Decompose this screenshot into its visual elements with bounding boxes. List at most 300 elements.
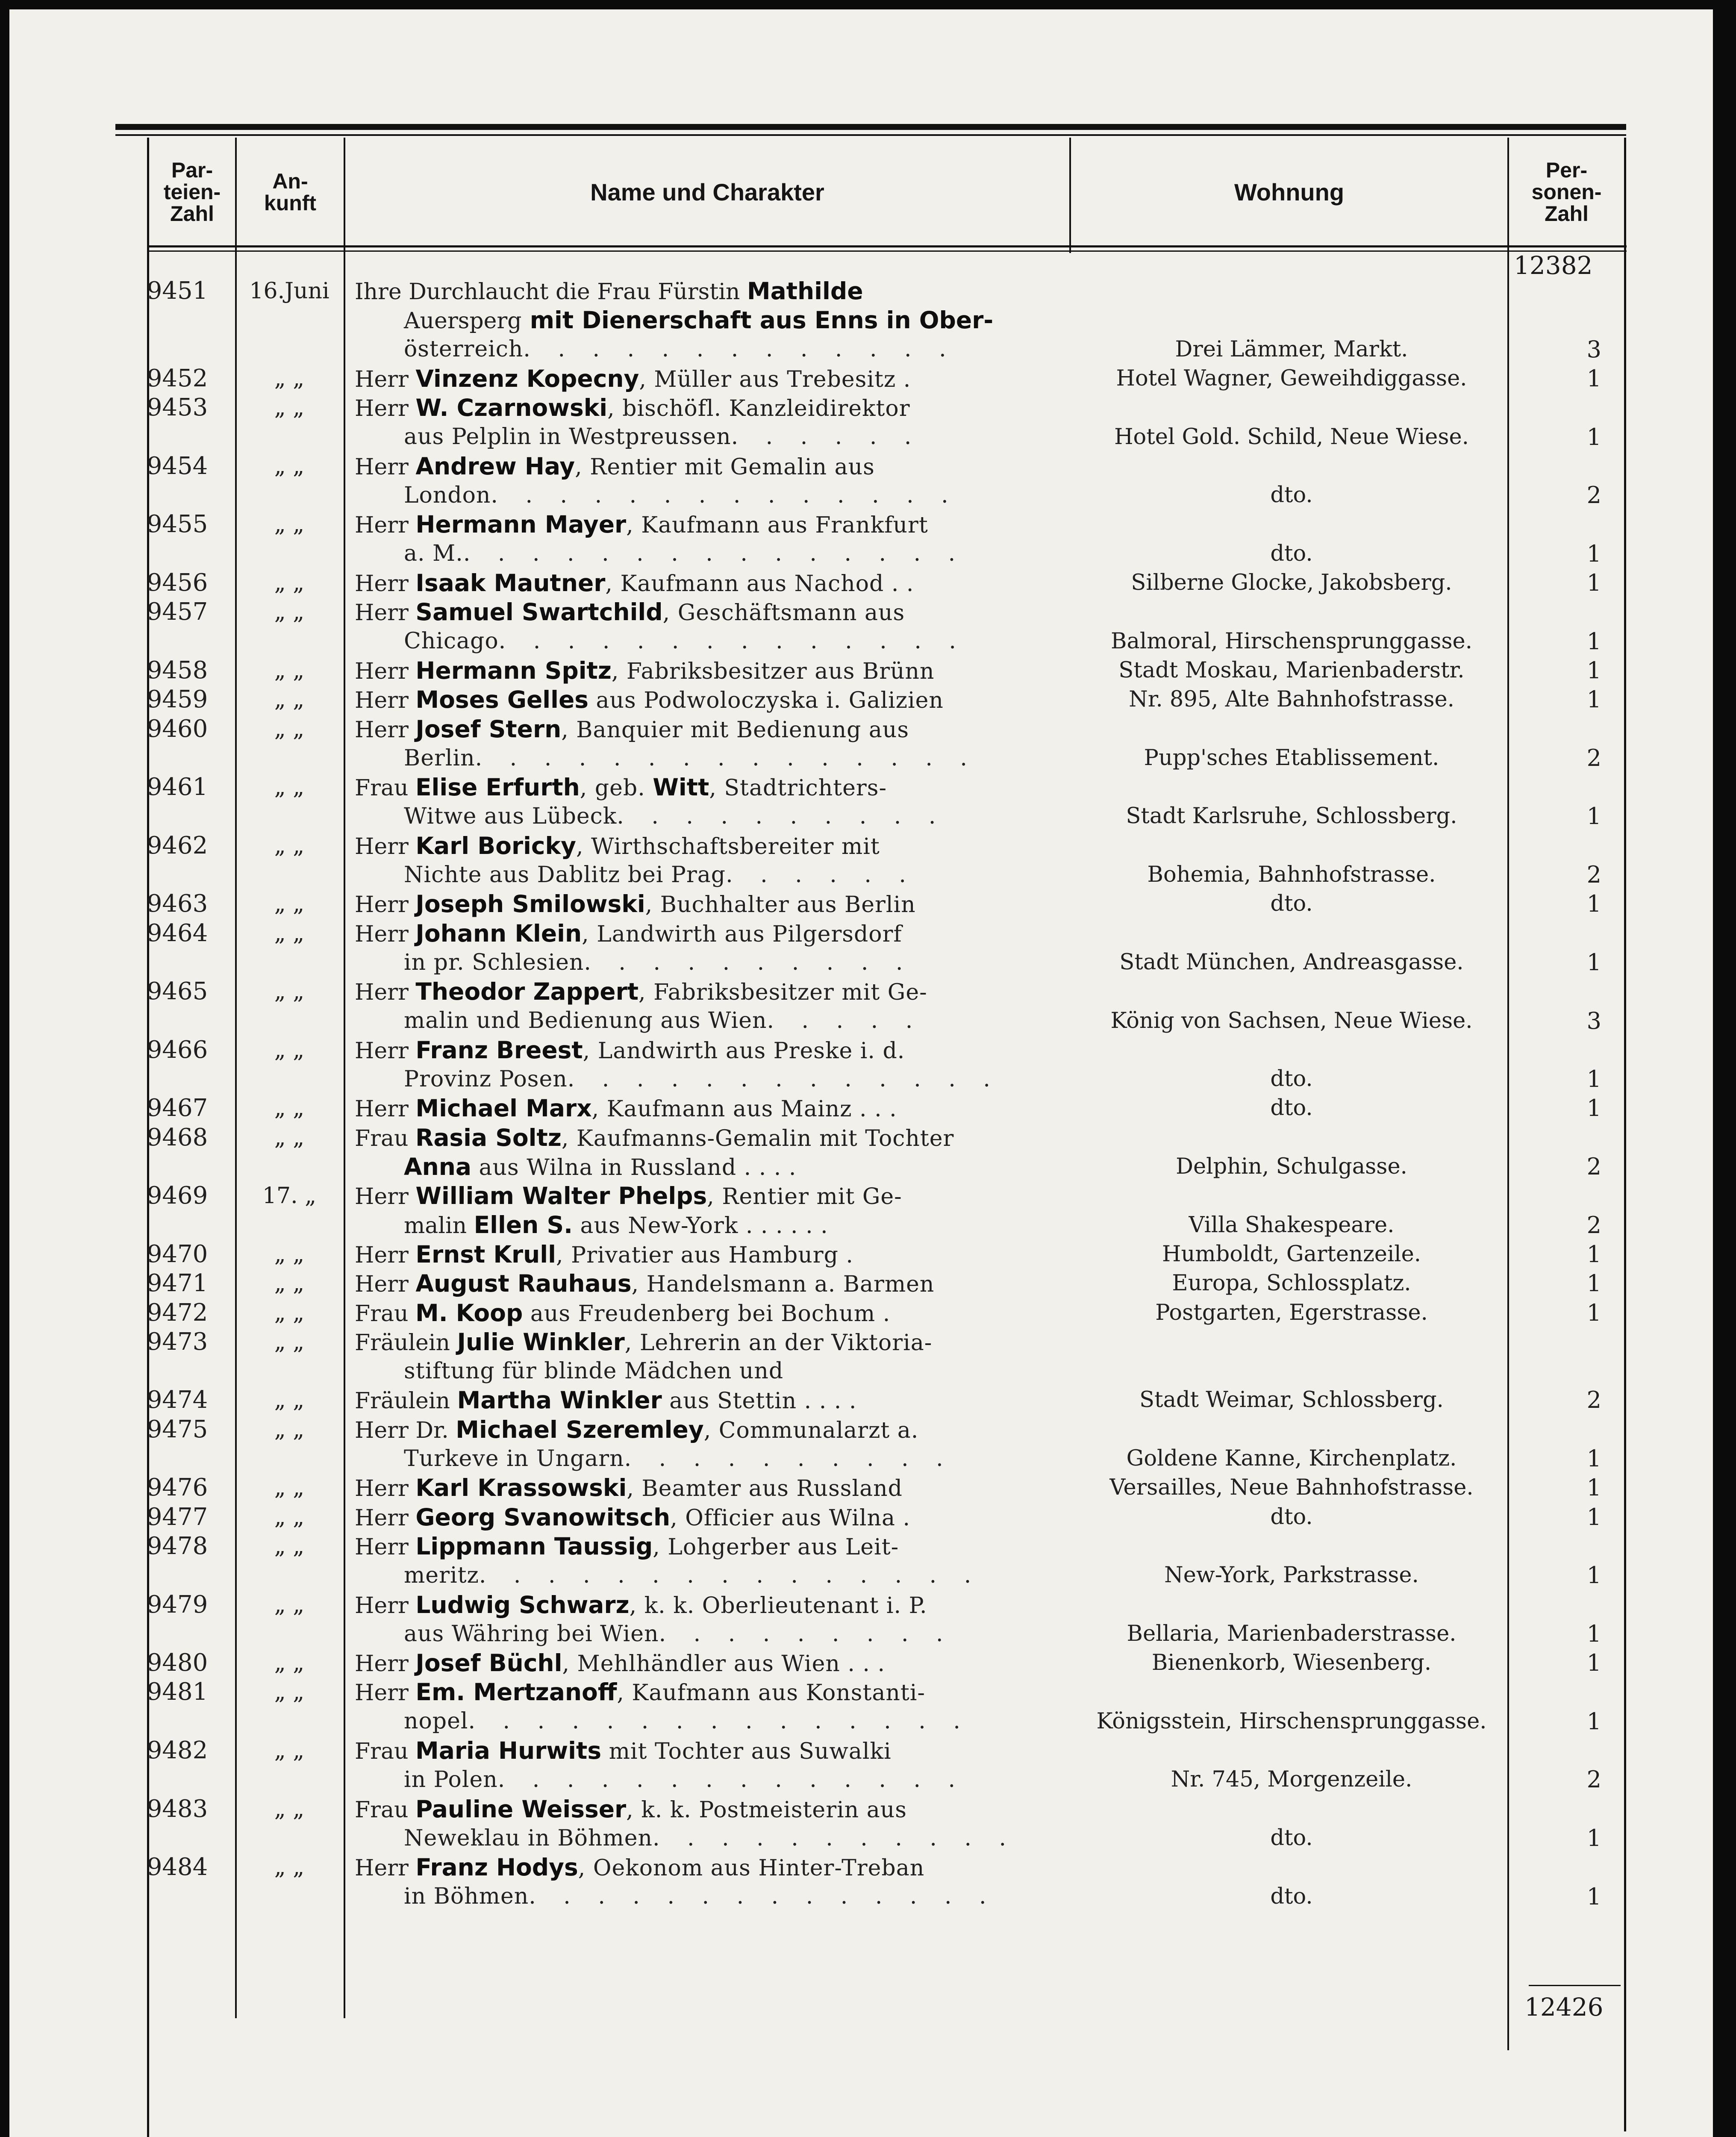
- entry-person-count: 1: [1586, 1474, 1601, 1501]
- entry-text-line: [355, 335, 1066, 364]
- entry-person-count: 1: [1586, 1299, 1601, 1326]
- entry-person-name: Ludwig Schwarz: [415, 1591, 630, 1619]
- entry-continuation: meritz: [404, 1562, 479, 1588]
- leader-dots: . . . . . . . . . . . . . . .: [468, 1708, 971, 1734]
- entry-person-name: Johann Klein: [415, 919, 582, 947]
- entry-person-count: 1: [1586, 1240, 1601, 1268]
- entry-person-name: Ernst Krull: [415, 1240, 556, 1268]
- entry-description: , Banquier mit Bedienung aus: [561, 717, 909, 743]
- col-rule-2: [235, 138, 237, 2018]
- entry-name-text: [355, 1853, 1066, 1911]
- entry-person-count: 2: [1586, 744, 1601, 771]
- entry-prefix: Herr: [355, 1855, 416, 1881]
- entry-person-count: 1: [1586, 1503, 1601, 1531]
- entry-arrival-date: „ „: [274, 395, 305, 421]
- entry-arrival-date: „ „: [274, 1387, 305, 1413]
- entry-prefix: Herr Dr.: [355, 1417, 456, 1443]
- entry-number: 9475: [147, 1415, 208, 1443]
- entry-text-line: [355, 1065, 1066, 1094]
- entry-description: , Fabriksbesitzer mit Ge-: [638, 980, 927, 1006]
- leader-dots: . . . . . .: [726, 862, 916, 888]
- entry-text-line: [355, 393, 1066, 422]
- entry-number: 9455: [147, 510, 208, 539]
- entry-number: 9454: [147, 452, 208, 480]
- entry-person-count: 1: [1586, 1270, 1601, 1297]
- entry-text-line: [355, 1707, 1066, 1736]
- entry-text-line: [355, 598, 1066, 627]
- entry-person-name: Karl Boricky: [415, 832, 576, 860]
- entry-person-count: 2: [1586, 1211, 1601, 1239]
- entry-description: , Lohgerber aus Leit-: [653, 1534, 899, 1560]
- entry-prefix: Fräulein: [355, 1330, 457, 1356]
- entry-number: 9484: [147, 1853, 208, 1881]
- entry-text-line: [355, 831, 1066, 860]
- entry-residence: Bohemia, Bahnhofstrasse.: [1147, 862, 1436, 887]
- entry-prefix: Herr: [355, 1038, 416, 1064]
- entry-description: , Kaufmann aus Nachod . .: [605, 571, 914, 597]
- entry-text-line: [355, 1357, 1066, 1386]
- entry-arrival-date: „ „: [274, 1300, 305, 1326]
- entry-description: , Geschäftsmann aus: [662, 600, 905, 626]
- entry-residence: Postgarten, Egerstrasse.: [1155, 1300, 1428, 1325]
- entry-continuation: Chicago: [404, 628, 499, 654]
- entry-person-name: Josef Stern: [415, 715, 562, 743]
- entry-residence: Stadt Moskau, Marienbaderstr.: [1118, 657, 1465, 683]
- entry-arrival-date: „ „: [274, 1533, 305, 1559]
- entry-description: aus Wilna in Russland . . . .: [471, 1154, 797, 1180]
- entry-person-name: Theodor Zappert: [415, 978, 639, 1006]
- entry-prefix: Herr: [355, 571, 416, 597]
- entry-residence: Goldene Kanne, Kirchenplatz.: [1126, 1446, 1457, 1471]
- entry-residence: König von Sachsen, Neue Wiese.: [1110, 1008, 1473, 1033]
- entry-number: 9472: [147, 1298, 208, 1327]
- header-persons-count: Per- sonen- Zahl: [1531, 158, 1602, 226]
- entry-continuation: Provinz Posen: [404, 1066, 568, 1092]
- entry-description: , Kaufmanns-Gemalin mit Tochter: [561, 1125, 954, 1151]
- entry-person-name: W. Czarnowski: [415, 394, 608, 422]
- entry-arrival-date: „ „: [274, 1241, 305, 1267]
- entry-person-name: Hermann Spitz: [415, 656, 612, 684]
- entry-person-name: Moses Gelles: [415, 686, 589, 714]
- entry-number: 9473: [147, 1328, 208, 1356]
- entry-person-name: Maria Hurwits: [415, 1737, 602, 1764]
- entry-prefix: Herr: [355, 1184, 416, 1210]
- entry-number: 9463: [147, 890, 208, 918]
- entry-text-line: [355, 802, 1066, 831]
- entry-name-text: [355, 1532, 1066, 1590]
- entry-prefix: Herr: [355, 600, 416, 626]
- header-arrival: An- kunft: [264, 169, 317, 215]
- total-rule: [1529, 1985, 1621, 1986]
- entry-residence: dto.: [1270, 1066, 1313, 1092]
- entry-person-name: Em. Mertzanoff: [415, 1678, 617, 1706]
- entry-text-line: [355, 860, 1066, 889]
- entry-text-line: [355, 1590, 1066, 1619]
- entry-number: 9481: [147, 1678, 208, 1706]
- entry-person-name: William Walter Phelps: [415, 1182, 707, 1210]
- entry-person-name: Elise Erfurth: [415, 774, 580, 801]
- entry-arrival-date: „ „: [274, 1504, 305, 1530]
- entry-continuation: a. M.: [404, 541, 463, 567]
- entry-residence: Villa Shakespeare.: [1189, 1212, 1395, 1238]
- entry-residence: New-York, Parkstrasse.: [1164, 1563, 1419, 1588]
- entry-arrival-date: „ „: [274, 1037, 305, 1063]
- entry-text-line: [355, 539, 1066, 568]
- top-rule-thin: [115, 134, 1626, 136]
- entry-person-count: 1: [1586, 890, 1601, 918]
- entry-arrival-date: „ „: [274, 716, 305, 742]
- entry-arrival-date: „ „: [274, 891, 305, 917]
- entry-residence: Silberne Glocke, Jakobsberg.: [1131, 570, 1452, 595]
- entry-person-count: 1: [1586, 1824, 1601, 1851]
- entry-arrival-date: „ „: [274, 1796, 305, 1822]
- entry-number: 9474: [147, 1386, 208, 1414]
- entry-person-name: mit Dienerschaft aus Enns in Ober-: [521, 306, 994, 334]
- entry-name-text: [355, 1678, 1066, 1736]
- entry-name-text: [355, 510, 1066, 568]
- entry-number: 9477: [147, 1503, 208, 1531]
- entry-arrival-date: „ „: [274, 365, 305, 391]
- leader-dots: . . . . . .: [731, 424, 922, 450]
- entry-prefix: Herr: [355, 1272, 416, 1298]
- entry-prefix: Herr: [355, 454, 416, 480]
- entry-number: 9482: [147, 1737, 208, 1764]
- entry-text-line: [355, 1882, 1066, 1911]
- entry-text-line: [355, 685, 1066, 714]
- entry-description: , Landwirth aus Pilgersdorf: [582, 921, 902, 947]
- entry-arrival-date: „ „: [274, 1329, 305, 1355]
- entry-text-line: [355, 1473, 1066, 1502]
- entry-arrival-date: „ „: [274, 1124, 305, 1151]
- entry-name-text: [355, 1181, 1066, 1239]
- header-rule: [147, 245, 1627, 247]
- entry-person-name: Isaak Mautner: [415, 569, 606, 597]
- entry-residence: Stadt München, Andreasgasse.: [1119, 949, 1464, 975]
- entry-description: , Wirthschaftsbereiter mit: [576, 833, 880, 860]
- entry-continuation: stiftung für blinde Mädchen und: [404, 1358, 784, 1384]
- entry-name-text: [355, 1795, 1066, 1853]
- entry-number: 9461: [147, 773, 208, 801]
- entry-name-text: [355, 1503, 1066, 1532]
- entry-arrival-date: „ „: [274, 1679, 305, 1705]
- entry-prefix: Herr: [355, 717, 416, 743]
- entry-arrival-date: „ „: [274, 1095, 305, 1121]
- entry-person-count: 1: [1586, 423, 1601, 450]
- entry-arrival-date: „ „: [274, 920, 305, 946]
- entry-description: , Kaufmann aus Frankfurt: [626, 512, 928, 539]
- entry-arrival-date: „ „: [274, 570, 305, 596]
- entry-number: 9462: [147, 831, 208, 860]
- entry-residence: Hotel Wagner, Geweihdiggasse.: [1116, 365, 1467, 391]
- entry-continuation: Nichte aus Dablitz bei Prag: [404, 862, 726, 888]
- entry-text-line: [355, 1619, 1066, 1648]
- entry-prefix: Auersperg: [404, 308, 522, 334]
- entry-continuation: in pr. Schlesien: [404, 949, 584, 975]
- entry-residence: Stadt Karlsruhe, Schlossberg.: [1126, 804, 1457, 829]
- entry-number: 9471: [147, 1269, 208, 1298]
- entry-number: 9469: [147, 1182, 208, 1210]
- entry-arrival-date: „ „: [274, 1475, 305, 1501]
- entry-person-name: Vinzenz Kopecny: [415, 365, 639, 392]
- entry-person-count: 1: [1586, 1649, 1601, 1677]
- entry-number: 9468: [147, 1123, 208, 1151]
- entry-person-count: 1: [1586, 686, 1601, 713]
- entry-description: aus Freudenberg bei Bochum .: [523, 1301, 891, 1327]
- entry-arrival-date: 17. „: [262, 1183, 317, 1209]
- entry-description: , Handelsmann a. Barmen: [631, 1272, 935, 1298]
- leader-dots: . . . . .: [767, 1008, 923, 1034]
- entry-text-line: [355, 1386, 1066, 1415]
- entry-text-line: [355, 277, 1066, 306]
- entry-number: 9478: [147, 1532, 208, 1560]
- entry-number: 9470: [147, 1240, 208, 1268]
- entry-maiden-name: Witt: [653, 774, 709, 801]
- header-residence: Wohnung: [1234, 178, 1345, 206]
- entry-number: 9458: [147, 656, 208, 684]
- entry-name-text: [355, 773, 1066, 831]
- entry-residence: Stadt Weimar, Schlossberg.: [1139, 1387, 1444, 1413]
- entry-prefix: Herr: [355, 366, 416, 392]
- entry-name-text: [355, 685, 1066, 714]
- entry-text-line: [355, 1036, 1066, 1065]
- entry-text-line: [355, 1444, 1066, 1473]
- entry-number: 9465: [147, 977, 208, 1006]
- entry-text-line: [355, 1678, 1066, 1707]
- entry-person-count: 1: [1586, 1620, 1601, 1647]
- entry-residence: Königsstein, Hirschensprunggasse.: [1096, 1708, 1487, 1734]
- entry-text-line: [355, 744, 1066, 773]
- entry-text-line: [355, 627, 1066, 656]
- entry-residence: dto.: [1270, 483, 1313, 508]
- entry-arrival-date: „ „: [274, 1650, 305, 1676]
- leader-dots: . . . . . . . . . . . . . .: [491, 482, 959, 508]
- leader-dots: . . . . . . . . .: [659, 1621, 953, 1647]
- entry-arrival-date: „ „: [274, 774, 305, 801]
- entry-person-name: Martha Winkler: [457, 1386, 662, 1414]
- entry-number: 9479: [147, 1590, 208, 1619]
- entry-description: , Mehlhändler aus Wien . . .: [562, 1651, 886, 1677]
- entry-residence: Humboldt, Gartenzeile.: [1162, 1241, 1421, 1267]
- leader-dots: . . . . . . . . . . . . . .: [497, 1767, 966, 1793]
- entry-text-line: [355, 656, 1066, 685]
- entry-name-text: [355, 364, 1066, 393]
- entry-description: , k. k. Postmeisterin aus: [626, 1797, 907, 1823]
- entry-prefix: Herr: [355, 1680, 416, 1706]
- entry-residence: dto.: [1270, 1825, 1313, 1851]
- entry-name-text: [355, 1473, 1066, 1502]
- entry-text-line: [355, 510, 1066, 539]
- entry-person-name: Joseph Smilowski: [415, 890, 645, 918]
- entry-name-text: [355, 1590, 1066, 1648]
- entry-person-name: Josef Büchl: [415, 1649, 562, 1677]
- entry-person-count: 1: [1586, 540, 1601, 567]
- entry-person-name: Rasia Soltz: [415, 1124, 562, 1151]
- entry-number: 9480: [147, 1649, 208, 1677]
- entry-person-name: Pauline Weisser: [415, 1795, 627, 1823]
- entry-description: , Privatier aus Hamburg .: [556, 1242, 853, 1268]
- entry-person-name: Georg Svanowitsch: [415, 1503, 671, 1531]
- entry-prefix: malin: [404, 1213, 474, 1239]
- entry-number: 9467: [147, 1094, 208, 1122]
- entry-person-name: Franz Hodys: [415, 1854, 578, 1881]
- header-party-count: Par- teien- Zahl: [163, 158, 221, 226]
- carry-out-total: 12426: [1524, 1993, 1604, 2022]
- entry-prefix: Herr: [355, 658, 416, 684]
- entry-number: 9452: [147, 364, 208, 392]
- entry-person-count: 1: [1586, 1095, 1601, 1122]
- entry-arrival-date: „ „: [274, 979, 305, 1005]
- entry-residence: Hotel Gold. Schild, Neue Wiese.: [1114, 424, 1469, 450]
- entry-person-count: 1: [1586, 1883, 1601, 1910]
- entry-arrival-date: „ „: [274, 1416, 305, 1442]
- leader-dots: . . . . . . . . . . . . . . .: [475, 745, 977, 771]
- entry-prefix: Herr: [355, 980, 416, 1006]
- entry-prefix: Fräulein: [355, 1388, 457, 1414]
- entry-person-count: 2: [1586, 1766, 1601, 1793]
- entry-prefix: Herr: [355, 1242, 416, 1268]
- entry-description: , Lehrerin an der Viktoria-: [624, 1330, 933, 1356]
- entry-prefix: Frau: [355, 1125, 415, 1151]
- entry-person-name: Mathilde: [747, 277, 863, 305]
- entry-text-line: [355, 1328, 1066, 1357]
- entry-prefix: Frau: [355, 1797, 415, 1823]
- entry-person-count: 1: [1586, 627, 1601, 655]
- entry-person-name: Franz Breest: [415, 1036, 583, 1064]
- entry-description: , bischöfl. Kanzleidirektor: [607, 396, 910, 422]
- entry-prefix: Herr: [355, 1534, 416, 1560]
- entry-person-count: 1: [1586, 1707, 1601, 1735]
- entry-number: 9476: [147, 1474, 208, 1502]
- entry-residence: Balmoral, Hirschensprunggasse.: [1111, 628, 1472, 654]
- entry-text-line: [355, 452, 1066, 481]
- entry-continuation: in Böhmen: [404, 1884, 529, 1910]
- entry-arrival-date: „ „: [274, 1592, 305, 1618]
- entry-prefix: Herr: [355, 1505, 416, 1531]
- leader-dots: . . . . . . . . . . . . . . .: [479, 1562, 982, 1588]
- entry-residence: dto.: [1270, 891, 1313, 917]
- entry-name-text: [355, 1736, 1066, 1794]
- entry-number: 9459: [147, 686, 208, 714]
- entry-name-text: [355, 656, 1066, 685]
- entry-text-line: [355, 1503, 1066, 1532]
- entry-residence: Bienenkorb, Wiesenberg.: [1151, 1650, 1432, 1676]
- entry-text-line: [355, 1853, 1066, 1882]
- entry-prefix: Herr: [355, 396, 416, 422]
- entry-text-line: [355, 1094, 1066, 1123]
- entry-number: 9483: [147, 1795, 208, 1823]
- entry-prefix: Herr: [355, 1592, 416, 1619]
- entry-residence: Nr. 745, Morgenzeile.: [1171, 1767, 1412, 1793]
- entry-prefix: Herr: [355, 512, 416, 539]
- entry-person-name: Michael Szeremley: [456, 1416, 704, 1443]
- entry-continuation: Berlin: [404, 745, 475, 771]
- entry-text-line: [355, 1415, 1066, 1444]
- entry-name-text: [355, 1298, 1066, 1328]
- entry-text-line: [355, 422, 1066, 451]
- entry-description: , Rentier mit Gemalin aus: [575, 454, 875, 480]
- entry-arrival-date: „ „: [274, 687, 305, 713]
- entry-name-text: [355, 1269, 1066, 1298]
- entry-number: 9456: [147, 569, 208, 597]
- entry-description: , Fabriksbesitzer aus Brünn: [611, 658, 935, 684]
- entry-name-text: [355, 1094, 1066, 1123]
- carry-in-total: 12382: [1514, 251, 1593, 280]
- entry-continuation: London: [404, 482, 491, 508]
- entry-prefix: Ihre Durchlaucht die Frau Fürstin: [355, 279, 747, 305]
- entry-text-line: [355, 306, 1066, 335]
- entry-person-count: 1: [1586, 1445, 1601, 1472]
- entry-continuation: Neweklau in Böhmen: [404, 1825, 653, 1851]
- entry-name-text: [355, 977, 1066, 1035]
- entry-text-line: [355, 1298, 1066, 1328]
- entry-residence: dto.: [1270, 1504, 1313, 1530]
- entry-name-text: [355, 1648, 1066, 1678]
- entry-text-line: [355, 948, 1066, 977]
- entry-person-count: 1: [1586, 1066, 1601, 1093]
- entry-description: aus Stettin . . . .: [662, 1388, 857, 1414]
- entry-number: 9460: [147, 715, 208, 743]
- entry-person-name: Samuel Swartchild: [415, 598, 663, 626]
- entry-residence: dto.: [1270, 1095, 1313, 1121]
- entry-description: , Müller aus Trebesitz .: [639, 366, 911, 392]
- entry-name-text: [355, 1415, 1066, 1473]
- entry-text-line: [355, 1181, 1066, 1210]
- entry-arrival-date: 16.Juni: [249, 278, 330, 304]
- entry-text-line: [355, 1240, 1066, 1269]
- top-rule-thick: [115, 124, 1626, 130]
- entry-description: , Buchhalter aus Berlin: [645, 892, 916, 918]
- leader-dots: . . . . . . . . . . . . . .: [498, 628, 966, 654]
- entry-person-name: Anna: [404, 1153, 471, 1180]
- entry-text-line: [355, 773, 1066, 802]
- entry-description: , Kaufmann aus Konstanti-: [617, 1680, 925, 1706]
- entry-text-line: [355, 1648, 1066, 1678]
- leader-dots: . . . . . . . . . .: [624, 1445, 953, 1472]
- entry-description: , Beamter aus Russland: [627, 1476, 903, 1502]
- entry-person-count: 1: [1586, 1562, 1601, 1589]
- leader-dots: . . . . . . . . . .: [584, 949, 913, 975]
- entry-arrival-date: „ „: [274, 512, 305, 538]
- entry-person-count: 1: [1586, 948, 1601, 976]
- leader-dots: . . . . . . . . . . . . .: [523, 336, 956, 362]
- entry-continuation: aus Währing bei Wien: [404, 1621, 659, 1647]
- entry-description: , k. k. Oberlieutenant i. P.: [629, 1592, 927, 1619]
- entry-person-count: 1: [1586, 803, 1601, 830]
- entry-text-line: [355, 1210, 1066, 1239]
- entry-person-count: 1: [1586, 656, 1601, 684]
- entry-continuation: österreich: [404, 336, 524, 362]
- entry-person-count: 2: [1586, 861, 1601, 888]
- entry-description: , Rentier mit Ge-: [707, 1184, 902, 1210]
- entry-text-line: [355, 364, 1066, 393]
- entry-name-text: [355, 598, 1066, 656]
- col-rule-5: [1507, 138, 1509, 2050]
- col-rule-3: [344, 138, 345, 2018]
- entry-person-name: Michael Marx: [415, 1095, 592, 1122]
- entry-person-name: August Rauhaus: [415, 1270, 632, 1298]
- entry-text-line: [355, 1269, 1066, 1298]
- entry-residence: dto.: [1270, 1884, 1313, 1909]
- entry-number: 9466: [147, 1036, 208, 1064]
- leader-dots: . . . . . . . . . . . . . . .: [463, 541, 966, 567]
- entry-continuation: malin und Bedienung aus Wien: [404, 1008, 767, 1034]
- entry-description: aus New-York . . . . . .: [572, 1213, 828, 1239]
- entry-person-name: M. Koop: [415, 1299, 523, 1327]
- entry-description: , Stadtrichters-: [709, 775, 887, 801]
- entry-person-count: 2: [1586, 1386, 1601, 1414]
- entry-text-line: [355, 715, 1066, 744]
- entry-name-text: [355, 568, 1066, 598]
